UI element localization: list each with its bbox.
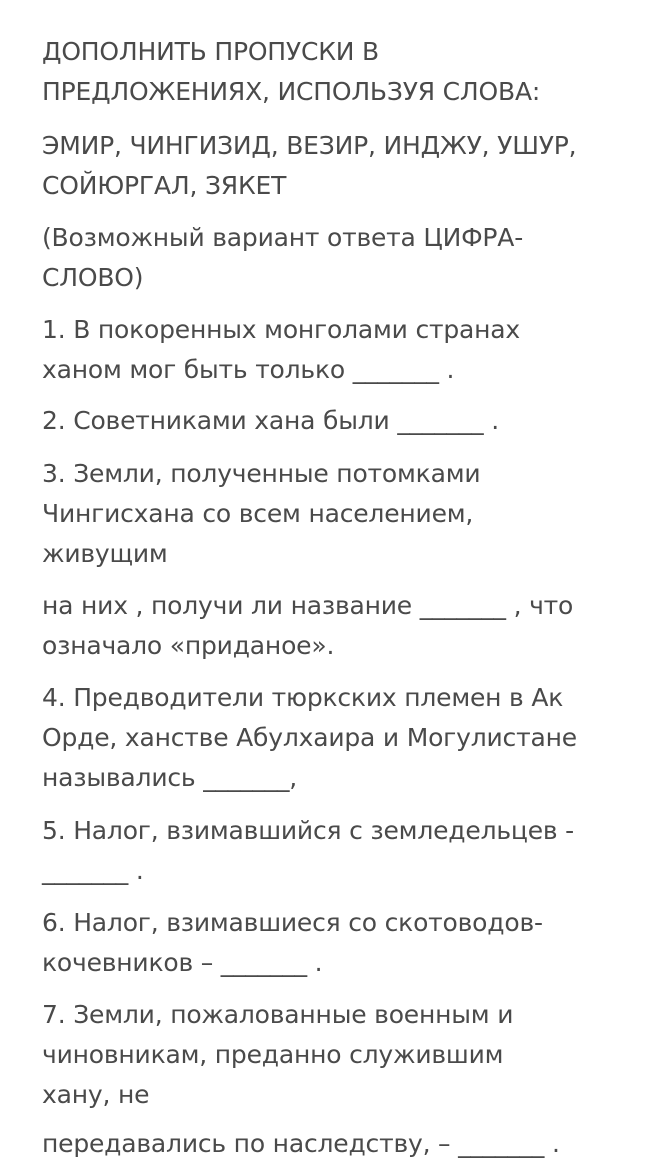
question-3-continued: на них , получи ли название _______ , что означало «приданое». bbox=[42, 591, 574, 660]
question-3: 3. Земли, полученные потомками Чингисхана со всем населением, живущим bbox=[42, 459, 481, 568]
task-heading: ДОПОЛНИТЬ ПРОПУСКИ В ПРЕДЛОЖЕНИЯХ, ИСПОЛЬЗУЯ СЛОВА: bbox=[42, 37, 541, 106]
word-list: ЭМИР, ЧИНГИЗИД, ВЕЗИР, ИНДЖУ, УШУР, СОЙЮРГАЛ, ЗЯКЕТ bbox=[42, 131, 577, 200]
question-4: 4. Предводители тюркских племен в Ак Орде, ханстве Абулхаира и Могулистане назывались _______, bbox=[42, 683, 577, 792]
question-6: 6. Налог, взимавшиеся со скотоводов- кочевников – _______ . bbox=[42, 908, 543, 977]
question-1: 1. В покоренных монголами странах ханом мог быть только _______ . bbox=[42, 315, 520, 384]
question-7: 7. Земли, пожалованные военным и чиновникам, преданно служившим хану, не bbox=[42, 1000, 514, 1109]
question-2: 2. Советниками хана были _______ . bbox=[42, 406, 499, 435]
answer-format-hint: (Возможный вариант ответа ЦИФРА- СЛОВО) bbox=[42, 223, 524, 292]
question-7-continued: передавались по наследству, – _______ . bbox=[42, 1129, 560, 1158]
question-5: 5. Налог, взимавшийся с земледельцев - _______ . bbox=[42, 816, 574, 885]
